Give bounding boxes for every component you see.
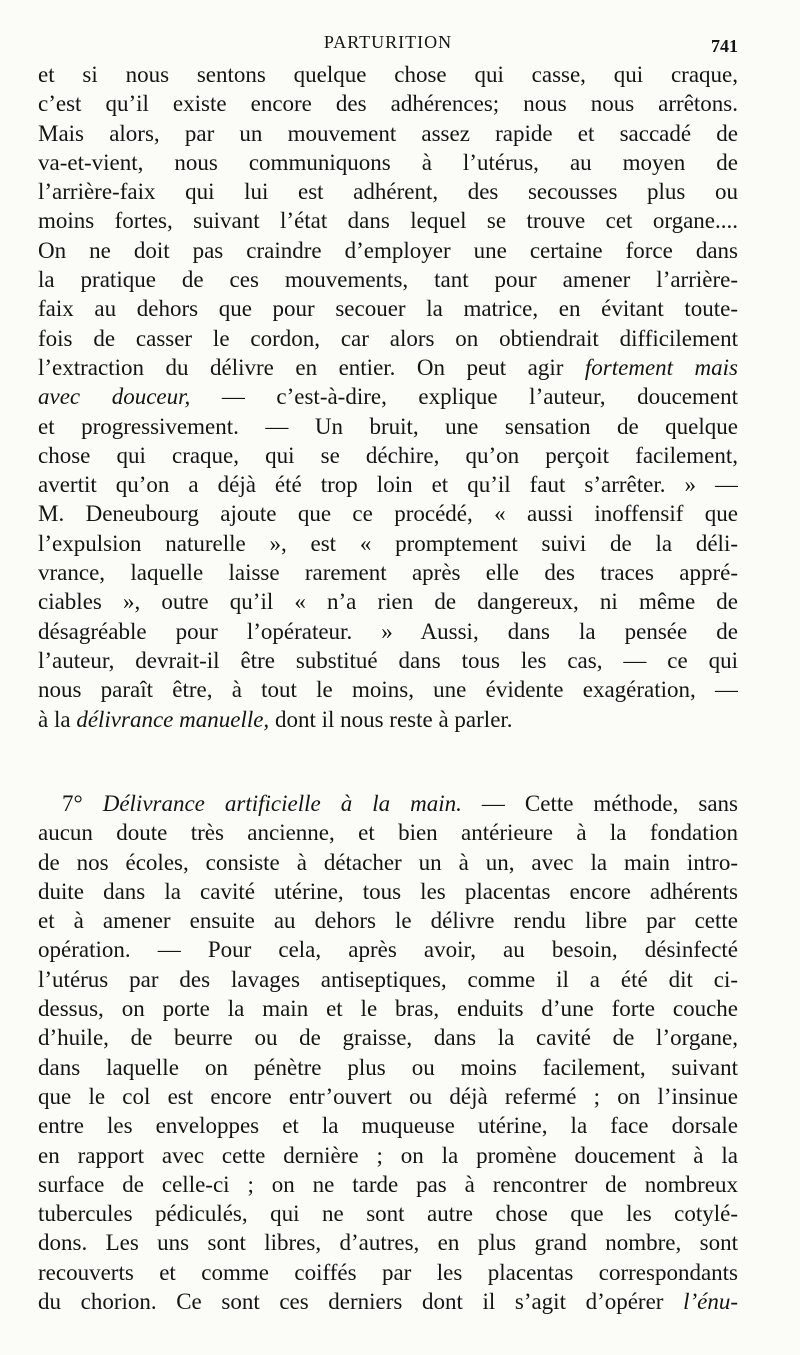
text-run: l’extraction du délivre en entier. On peut agir — [38, 354, 585, 380]
text-run: dont il nous reste à parler. — [269, 706, 513, 732]
text-run: M. Deneubourg ajoute que ce procédé, « aussi inoffensif que — [38, 501, 738, 527]
text-run: et si nous sentons quelque chose qui casse, qui craque, — [38, 62, 738, 87]
text-line — [38, 412, 738, 441]
text-run: aucun doute très ancienne, et bien antérieure à la fondation — [38, 820, 738, 846]
italic-text: l’énu- — [683, 1289, 738, 1315]
text-run: recouverts et comme coiffés par les placentas correspondants — [38, 1259, 738, 1285]
text-run: chose qui craque, qui se déchire, qu’on perçoit facilement, — [38, 442, 738, 468]
text-line — [38, 705, 738, 734]
text-line — [38, 1199, 738, 1228]
running-head — [38, 30, 738, 58]
text-line — [38, 935, 738, 964]
text-run: faix au dehors que pour secouer la matrice, en évitant toute- — [38, 296, 738, 322]
text-run: duite dans la cavité utérine, tous les placentas encore adhérents — [38, 878, 738, 904]
text-line — [38, 148, 738, 177]
text-line — [38, 1228, 738, 1257]
text-line — [38, 206, 738, 235]
text-line — [38, 818, 738, 847]
text-line — [38, 382, 738, 411]
italic-text: Délivrance artificielle à la main. — [102, 791, 462, 816]
text-line — [38, 441, 738, 470]
text-line — [38, 119, 738, 148]
text-run: en rapport avec cette dernière ; on la promène doucement à la — [38, 1142, 738, 1168]
text-run: fois de casser le cordon, car alors on obtiendrait difficilement — [38, 325, 738, 351]
text-run: l’auteur, devrait-il être substitué dans tous les cas, — ce qui — [38, 647, 738, 673]
text-line — [38, 353, 738, 382]
text-run: On ne doit pas craindre d’employer une certaine force dans — [38, 237, 738, 263]
text-run: vrance, laquelle laisse rarement après elle des traces appré- — [38, 560, 738, 586]
text-line — [38, 529, 738, 558]
text-line — [38, 848, 738, 877]
text-run: va-et-vient, nous communiquons à l’utérus, au moyen de — [38, 149, 738, 175]
text-line — [38, 89, 738, 118]
text-run: surface de celle-ci ; on ne tarde pas à rencontrer de nombreux — [38, 1171, 738, 1197]
text-run: du chorion. Ce sont ces derniers dont il s’agit d’opérer — [38, 1289, 684, 1315]
text-run: Mais alors, par un mouvement assez rapide et saccadé de — [38, 120, 738, 146]
text-run: tubercules pédiculés, qui ne sont autre chose que les cotylé- — [38, 1201, 738, 1227]
text-line — [38, 906, 738, 935]
text-run: entre les enveloppes et la muqueuse utérine, la face dorsale — [38, 1113, 738, 1139]
text-line — [38, 965, 738, 994]
text-run: c’est qu’il existe encore des adhérences; nous nous arrêtons. — [38, 91, 738, 117]
text-run: moins fortes, suivant l’état dans lequel se trouve cet organe.... — [38, 208, 738, 234]
text-line — [38, 994, 738, 1023]
text-run: désagréable pour l’opérateur. » Aussi, dans la pensée de — [38, 618, 738, 644]
text-line — [38, 470, 738, 499]
text-line — [38, 1141, 738, 1170]
page-number: 741 — [711, 36, 738, 56]
text-line — [38, 646, 738, 675]
text-run: à la — [38, 706, 77, 732]
text-line — [38, 324, 738, 353]
italic-text: fortement mais — [584, 354, 738, 380]
text-line — [38, 1023, 738, 1052]
text-line — [38, 499, 738, 528]
text-line — [38, 236, 738, 265]
text-line — [38, 60, 738, 89]
text-run: — Cette méthode, sans — [461, 791, 738, 816]
text-line — [38, 789, 738, 818]
text-line — [38, 265, 738, 294]
text-line — [38, 1170, 738, 1199]
paragraph-continuation — [38, 60, 738, 734]
text-run: et à amener ensuite au dehors le délivre rendu libre par cette — [38, 908, 738, 934]
text-run: dons. Les uns sont libres, d’autres, en plus grand nombre, sont — [38, 1230, 738, 1256]
text-line — [38, 1287, 738, 1316]
text-line — [38, 1082, 738, 1111]
text-run: d’huile, de beurre ou de graisse, dans la cavité de l’organe, — [38, 1025, 738, 1051]
text-run: la pratique de ces mouvements, tant pour amener l’arrière- — [38, 267, 738, 293]
text-run: que le col est encore entr’ouvert ou déjà refermé ; on l’insinue — [38, 1083, 738, 1109]
italic-text: délivrance manuelle, — [76, 706, 270, 732]
running-title: PARTURITION — [323, 32, 453, 52]
text-line — [38, 587, 738, 616]
text-line — [38, 617, 738, 646]
text-run: et progressivement. — Un bruit, une sensation de quelque — [38, 413, 738, 439]
text-run: l’expulsion naturelle », est « promptement suivi de la déli- — [38, 530, 738, 556]
text-line — [38, 675, 738, 704]
text-run: 7° — [62, 791, 103, 816]
italic-text: avec douceur, — [38, 384, 191, 410]
text-run: l’arrière-faix qui lui est adhérent, des secousses plus ou — [38, 179, 738, 205]
text-run: — c’est-à-dire, explique l’auteur, doucement — [190, 384, 738, 410]
text-line — [38, 1111, 738, 1140]
text-run: nous paraît être, à tout le moins, une évidente exagération, — — [38, 677, 738, 703]
text-run: de nos écoles, consiste à détacher un à un, avec la main intro- — [38, 849, 738, 875]
text-run: avertit qu’on a déjà été trop loin et qu’il faut s’arrêter. » — — [38, 472, 738, 498]
text-run: ciables », outre qu’il « n’a rien de dangereux, ni même de — [38, 589, 738, 615]
text-run: l’utérus par des lavages antiseptiques, comme il a été dit ci- — [38, 966, 738, 992]
text-run: opération. — Pour cela, après avoir, au besoin, désinfecté — [38, 937, 738, 963]
text-line — [38, 1053, 738, 1082]
text-line — [38, 877, 738, 906]
text-line — [38, 1258, 738, 1287]
text-run: dessus, on porte la main et le bras, enduits d’une forte couche — [38, 996, 738, 1022]
text-line — [38, 558, 738, 587]
text-line — [38, 177, 738, 206]
paragraph-delivrance-artificielle — [38, 789, 738, 1316]
text-run: dans laquelle on pénètre plus ou moins facilement, suivant — [38, 1054, 738, 1080]
text-line — [38, 294, 738, 323]
